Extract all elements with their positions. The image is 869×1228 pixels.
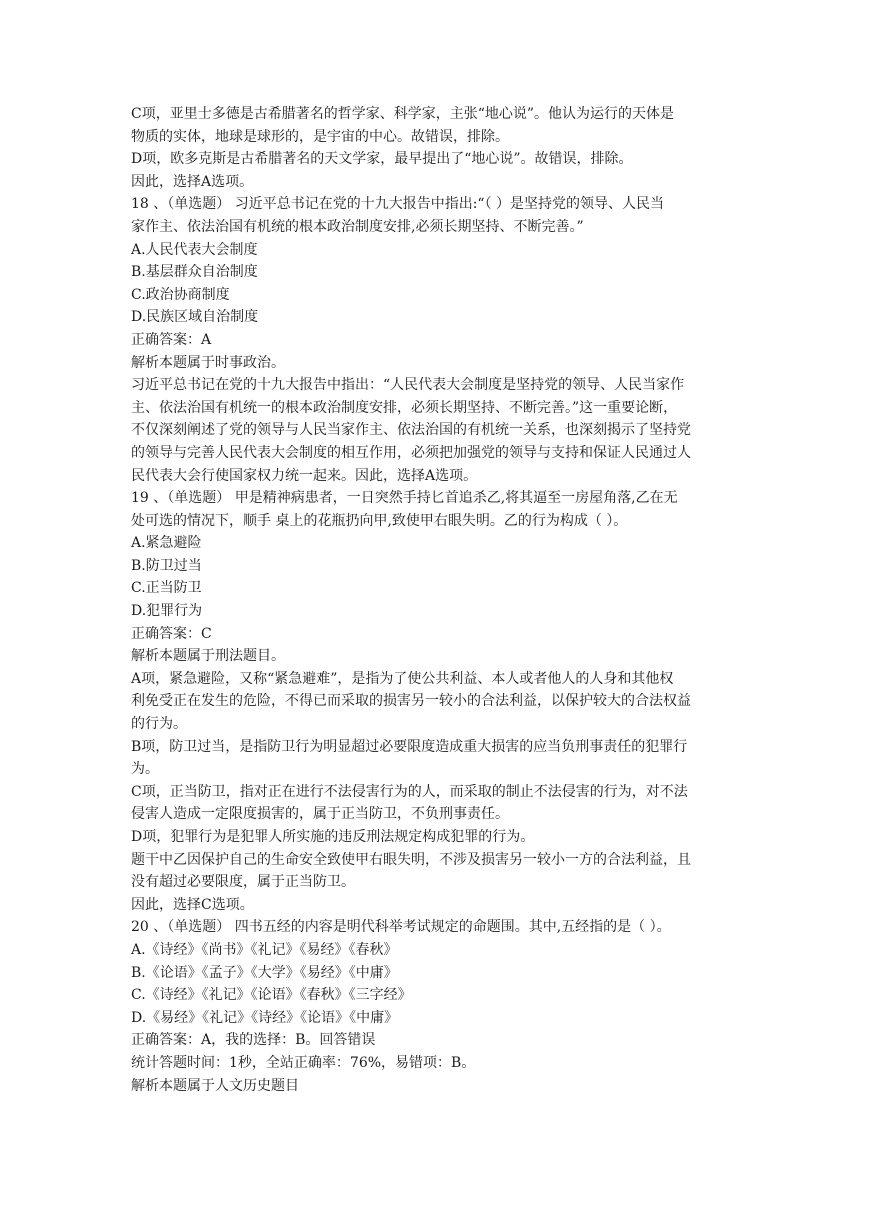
question-20-option-a: A.《诗经》《尚书》《礼记》《易经》《春秋》 (131, 941, 398, 958)
document-body (131, 103, 743, 1097)
question-19-answer: 正确答案：C (131, 625, 212, 642)
question-18-stem-cont: 家作主、依法治国有机统的根本政治制度安排,必须长期坚持、不断完善。” (131, 218, 584, 235)
text-line: 没有超过必要限度，属于正当防卫。 (131, 874, 355, 891)
text-line: B项，防卫过当，是指防卫行为明显超过必要限度造成重大损害的应当负刑事责任的犯罪行 (131, 738, 688, 755)
text-line: 因此，选择A选项。 (131, 173, 254, 190)
question-20-answer: 正确答案：A，我的选择：B。回答错误 (131, 1032, 376, 1049)
text-line: A项，紧急避险，又称“紧急避难”，是指为了使公共利益、本人或者他人的人身和其他权 (131, 670, 674, 687)
question-20-stem: 20 、（单选题） 四书五经的内容是明代科举考试规定的命题围。其中,五经指的是（ ）。 (131, 919, 671, 936)
question-20-analysis-title: 解析本题属于人文历史题目 (131, 1077, 299, 1094)
question-19-stem-cont: 处可选的情况下，顺手 桌上的花瓶扔向甲,致使甲右眼失明。乙的行为构成（ ）。 (131, 512, 628, 529)
question-18-option-a: A.人民代表大会制度 (131, 241, 258, 258)
question-20-option-b: B.《论语》《孟子》《大学》《易经》《中庸》 (131, 964, 398, 981)
text-line: 民代表大会行使国家权力统一起来。因此，选择A选项。 (131, 467, 478, 484)
text-line: 因此，选择C选项。 (131, 896, 254, 913)
question-18-analysis-title: 解析本题属于时事政治。 (131, 354, 285, 371)
question-18-option-b: B.基层群众自治制度 (131, 264, 258, 281)
text-line: 的行为。 (131, 716, 187, 733)
text-line: C项，亚里士多德是古希腊著名的哲学家、科学家，主张“地心说”。他认为运行的天体是 (131, 106, 675, 122)
question-19-option-a: A.紧急避险 (131, 535, 202, 552)
question-18-option-c: C.政治协商制度 (131, 286, 230, 303)
text-line: 侵害人造成一定限度损害的，属于正当防卫，不负刑事责任。 (131, 806, 509, 823)
question-18-stem: 18 、（单选题） 习近平总书记在党的十九大报告中指出:“（ ）是坚持党的领导、人民当 (131, 196, 665, 213)
question-19-option-c: C.正当防卫 (131, 580, 202, 597)
text-line: 题干中乙因保护自己的生命安全致使甲右眼失明，不涉及损害另一较小一方的合法利益，且 (131, 851, 691, 868)
question-18-answer: 正确答案：A (131, 331, 212, 348)
text-line: 利免受正在发生的危险，不得已而采取的损害另一较小的合法利益，以保护较大的合法权益 (131, 693, 691, 710)
question-19-stem: 19 、（单选题） 甲是精神病患者，一日突然手持匕首追杀乙,将其逼至一房屋角落,乙在无 (131, 490, 678, 507)
text-line: C项，正当防卫，指对正在进行不法侵害行为的人，而采取的制止不法侵害的行为，对不法 (131, 783, 688, 800)
question-20-stats: 统计答题时间：1秒，全站正确率：76%，易错项：B。 (131, 1054, 476, 1071)
text-line: 物质的实体，地球是球形的，是宇宙的中心。故错误，排除。 (131, 128, 509, 145)
text-line: D项，犯罪行为是犯罪人所实施的违反刑法规定构成犯罪的行为。 (131, 829, 535, 845)
question-18-option-d: D.民族区域自治制度 (131, 309, 259, 326)
text-line: D项，欧多克斯是古希腊著名的天文学家，最早提出了“地心说”。故错误，排除。 (131, 151, 633, 168)
question-20-option-d: D.《易经》《礼记》《诗经》《论语》《中庸》 (131, 1009, 399, 1026)
question-19-analysis-title: 解析本题属于刑法题目。 (131, 648, 285, 665)
text-line: 习近平总书记在党的十九大报告中指出：“人民代表大会制度是坚持党的领导、人民当家作 (131, 377, 685, 394)
text-line: 为。 (131, 761, 159, 778)
question-19-option-b: B.防卫过当 (131, 557, 202, 574)
text-line: 不仅深刻阐述了党的领导与人民当家作主、依法治国的有机统一关系，也深刻揭示了坚持党 (131, 422, 691, 439)
question-20-option-c: C.《诗经》《礼记》《论语》《春秋》《三字经》 (131, 987, 412, 1004)
question-19-option-d: D.犯罪行为 (131, 603, 203, 620)
text-line: 的领导与完善人民代表大会制度的相互作用，必须把加强党的领导与支持和保证人民通过人 (131, 444, 691, 461)
text-line: 主、依法治国有机统一的根本政治制度安排，必须长期坚持、不断完善。”这一重要论断， (131, 399, 678, 416)
